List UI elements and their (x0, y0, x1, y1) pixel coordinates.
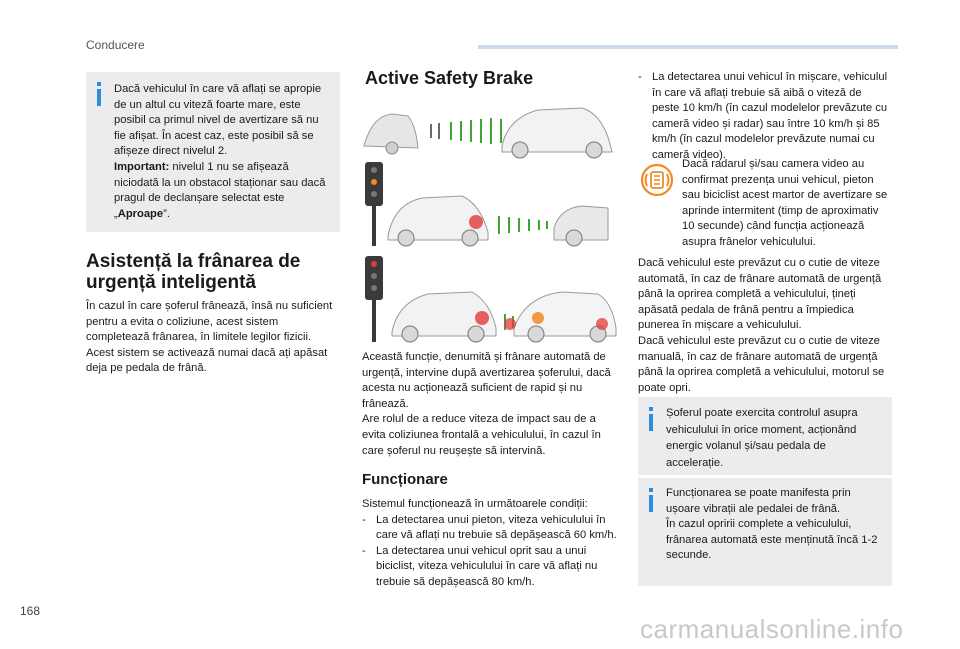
list-item: - La detectarea unui pieton, viteza vehiculului în care vă aflați nu trebuie să depășească 60 km/h. (362, 513, 618, 544)
scene-approach (364, 108, 612, 158)
transmission-instructions (638, 256, 892, 396)
list-item: - La detectarea unui vehicul în mișcare, vehiculul în care vă aflați trebuie să aibă o viteză de peste 10 km/h (în cazul modelelor prevăzute cu cameră video și radar) sau între 10 km/h și 85 km/h (în cazul modelelor prevăzute numai cu cameră video). (638, 70, 892, 164)
manual-gearbox-text: Dacă vehiculul este prevăzut cu o cutie de viteze manuală, în caz de frânare automată de urgență până la oprirea completă a vehiculului, motorul se poate opri. (638, 334, 885, 394)
condition-pedestrian: La detectarea unui pieton, viteza vehiculului în care vă aflați nu trebuie să depășească 60 km/h. (376, 513, 617, 542)
body-emergency-brake-assist (86, 299, 342, 377)
body-paragraph-2: Acest sistem se activează numai dacă ați apăsat deja pe pedala de frână. (86, 346, 328, 375)
info-box-brake-vibration (638, 478, 892, 586)
driver-control-text: Șoferul poate exercita controlul asupra vehiculului în orice moment, acționând energic volanul și/sau pedala de accelerație. (666, 407, 858, 469)
important-text: nivelul 1 nu se afișează niciodată la un obstacol staționar sau dacă pragul de declanșare selectat este „ (114, 160, 326, 220)
warning-light-indicator-2 (365, 256, 383, 342)
info-box-warning-levels (86, 72, 340, 232)
page-number: 168 (20, 604, 41, 618)
moving-vehicle-text: La detectarea unui vehicul în mișcare, vehiculul în care vă aflați trebuie să aibă o viteză de peste 10 km/h (în cazul modelelor prevăzute cu cameră video și radar) sau între 10 km/h și 85 km/h (în cazul modelelor prevăzute numai cu cameră video). (652, 71, 888, 161)
alert-description: Dacă radarul și/sau camera video au confirmat prezența unui vehicul, pieton sau biciclist acest martor de avertizare se aprinde intermitent (timp de aproximativ 10 secunde) când funcția acționează asupra frânelor vehiculului. (682, 158, 888, 248)
hold-paragraph: În cazul opririi complete a vehiculului, frânarea automată este menținută încă 1-2 secunde. (666, 518, 878, 562)
info-icon (94, 82, 104, 106)
info-icon (646, 488, 656, 512)
description-paragraph-1: Această funcție, denumită și frânare automată de urgență, intervine după avertizarea șoferului, dacă acesta nu acționează suficient de rapid și nu frânează. (362, 351, 611, 410)
conditions-intro: Sistemul funcționează în următoarele condiții: (362, 498, 588, 510)
description-paragraph-2: Are rolul de a reduce viteza de impact sau de a evita coliziunea frontală a vehiculului, în cazul în care șoferul nu reușește să intervină. (362, 413, 601, 457)
info-box-text (114, 82, 330, 222)
active-safety-brake-illustration (362, 96, 620, 346)
scene-braking (392, 292, 616, 342)
watermark: carmanualsonline.info (640, 614, 904, 644)
condition-moving-vehicle (638, 70, 892, 164)
brake-alert-warning-icon (640, 163, 674, 197)
info-icon (646, 407, 656, 431)
header-bar (478, 45, 898, 49)
heading-functionare: Funcționare (362, 471, 448, 488)
vibration-paragraph: Funcționarea se poate manifesta prin ușoare vibrații ale pedalei de frână. (666, 487, 851, 515)
info-box-driver-control (638, 397, 892, 475)
section-title: Conducere (86, 38, 145, 52)
list-item: - La detectarea unui vehicul oprit sau a unui biciclist, viteza vehiculului în care vă aflați nu trebuie să depășească 80 km/h. (362, 544, 618, 591)
aproape-label: Aproape (117, 207, 164, 220)
brake-vibration-text (666, 486, 882, 564)
warning-light-indicator-1 (365, 162, 383, 246)
automatic-gearbox-text: Dacă vehiculul este prevăzut cu o cutie de viteze automată, în caz de frânare automată de urgență până la oprirea completă a vehiculului, țineți apăsată pedala de frână pentru a împiedica punerea în mișcare a vehiculului. (638, 257, 882, 332)
info-paragraph: Dacă vehiculul în care vă aflați se apropie de un altul cu viteză foarte mare, este posibil ca primul nivel de avertizare să nu fie afișat. În acest caz, este posibil să se afișeze direct nivelul 2. (114, 83, 322, 158)
important-label: Important: (114, 160, 170, 173)
important-end: ”. (163, 207, 170, 220)
functionare-conditions (362, 497, 618, 591)
condition-stopped-vehicle: La detectarea unui vehicul oprit sau a unui biciclist, viteza vehiculului în care vă aflați nu trebuie să depășească 80 km/h. (376, 544, 598, 588)
title-active-safety-brake: Active Safety Brake (365, 68, 534, 88)
info-important (114, 160, 330, 222)
active-safety-brake-description (362, 350, 618, 459)
scene-warning (388, 196, 608, 246)
heading-emergency-brake-assist: Asistență la frânarea de urgență inteligentă (86, 251, 301, 293)
body-paragraph-1: În cazul în care șoferul frânează, însă nu suficient pentru a evita o coliziune, acest sistem completează frânarea, în limitele legilor fizicii. (86, 300, 333, 344)
